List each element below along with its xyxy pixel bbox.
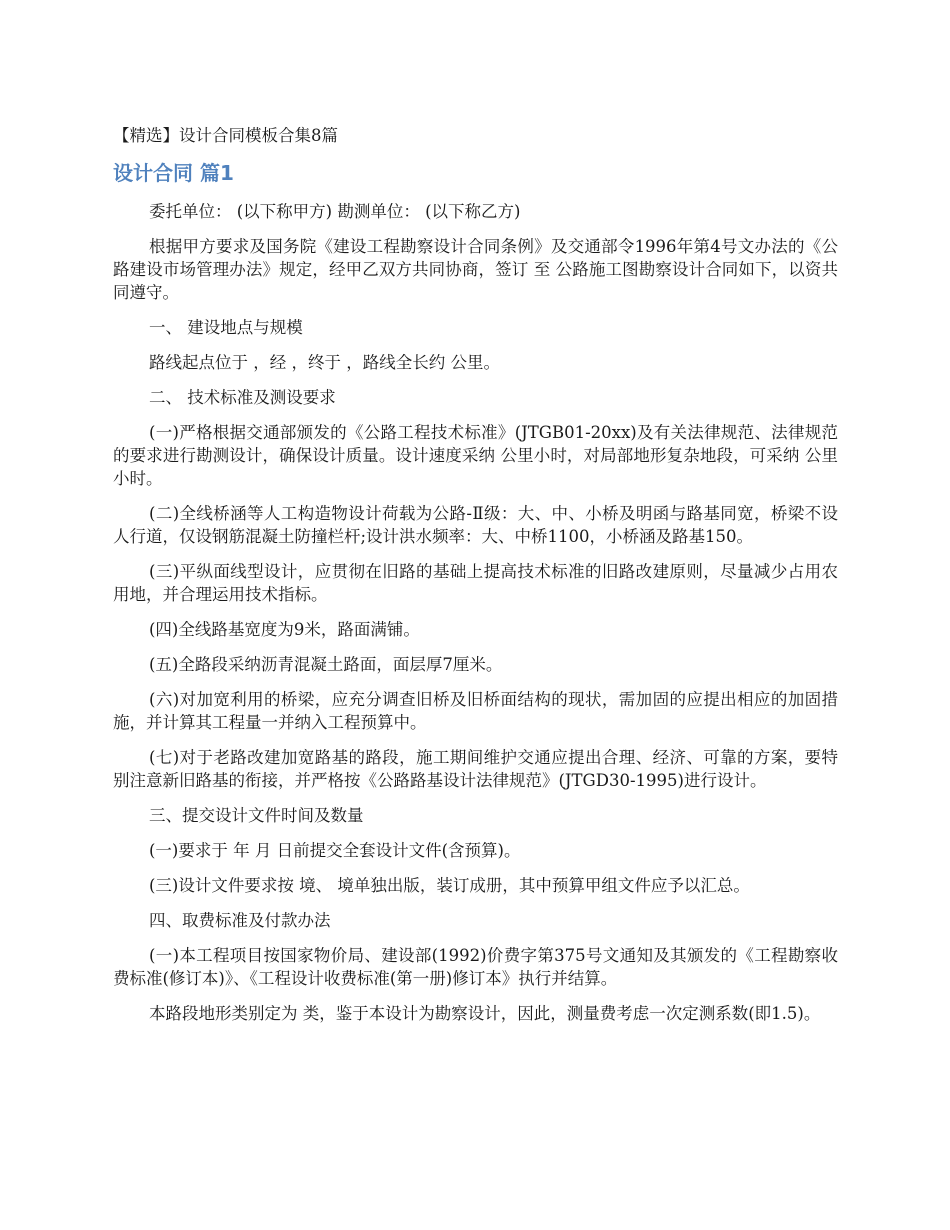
paragraph: 三、提交设计文件时间及数量 — [149, 806, 364, 825]
paragraph: (六)对加宽利用的桥梁，应充分调查旧桥及旧桥面结构的现状，需加固的应提出相应的加固措施，并计算其工程量一并纳入工程预算中。 — [113, 690, 838, 732]
paragraph: (四)全线路基宽度为9米，路面满铺。 — [149, 620, 420, 639]
paragraph: 四、取费标准及付款办法 — [149, 911, 331, 930]
paragraph: 二、 技术标准及测设要求 — [149, 388, 336, 407]
paragraph: (三)平纵面线型设计，应贯彻在旧路的基础上提高技术标准的旧路改建原则，尽量减少占用农用地，并合理运用技术指标。 — [113, 562, 838, 604]
paragraph: 一、 建设地点与规模 — [149, 318, 303, 337]
paragraph: 根据甲方要求及国务院《建设工程勘察设计合同条例》及交通部令1996年第4号文办法的《公路建设市场管理办法》规定，经甲乙双方共同协商，签订 至 公路施工图勘察设计合同如下，以资共同遵守。 — [113, 237, 838, 302]
paragraph: (一)要求于 年 月 日前提交全套设计文件(含预算)。 — [149, 841, 521, 860]
paragraph: (五)全路段采纳沥青混凝土路面，面层厚7厘米。 — [149, 655, 503, 674]
paragraph: (一)本工程项目按国家物价局、建设部(1992)价费字第375号文通知及其颁发的《工程勘察收费标准(修订本)》、《工程设计收费标准(第一册)修订本》执行并结算。 — [113, 946, 838, 988]
paragraph: 本路段地形类别定为 类，鉴于本设计为勘察设计，因此，测量费考虑一次定测系数(即1.5)。 — [149, 1004, 821, 1023]
paragraph: (七)对于老路改建加宽路基的路段，施工期间维护交通应提出合理、经济、可靠的方案，要特别注意新旧路基的衔接，并严格按《公路路基设计法律规范》(JTGD30-1995)进行设计。 — [113, 748, 838, 790]
paragraph: (三)设计文件要求按 境、 境单独出版，装订成册，其中预算甲组文件应予以汇总。 — [149, 876, 750, 895]
section-heading: 设计合同 篇1 — [113, 161, 234, 185]
paragraph: (一)严格根据交通部颁发的《公路工程技术标准》(JTGB01-20xx)及有关法律规范、法律规范的要求进行勘测设计，确保设计质量。设计速度采纳 公里小时，对局部地形复杂地段，可采纳 公里小时。 — [113, 423, 838, 488]
paragraph: (二)全线桥涵等人工构造物设计荷载为公路-Ⅱ级：大、中、小桥及明函与路基同宽，桥梁不设人行道，仅设钢筋混凝土防撞栏杆;设计洪水频率：大、中桥1100，小桥涵及路基150。 — [113, 504, 838, 546]
paragraph: 委托单位： (以下称甲方) 勘测单位： (以下称乙方) — [149, 202, 521, 221]
document-title: 【精选】设计合同模板合集8篇 — [113, 126, 338, 145]
paragraph: 路线起点位于 ，经 ，终于 ，路线全长约 公里。 — [149, 353, 500, 372]
